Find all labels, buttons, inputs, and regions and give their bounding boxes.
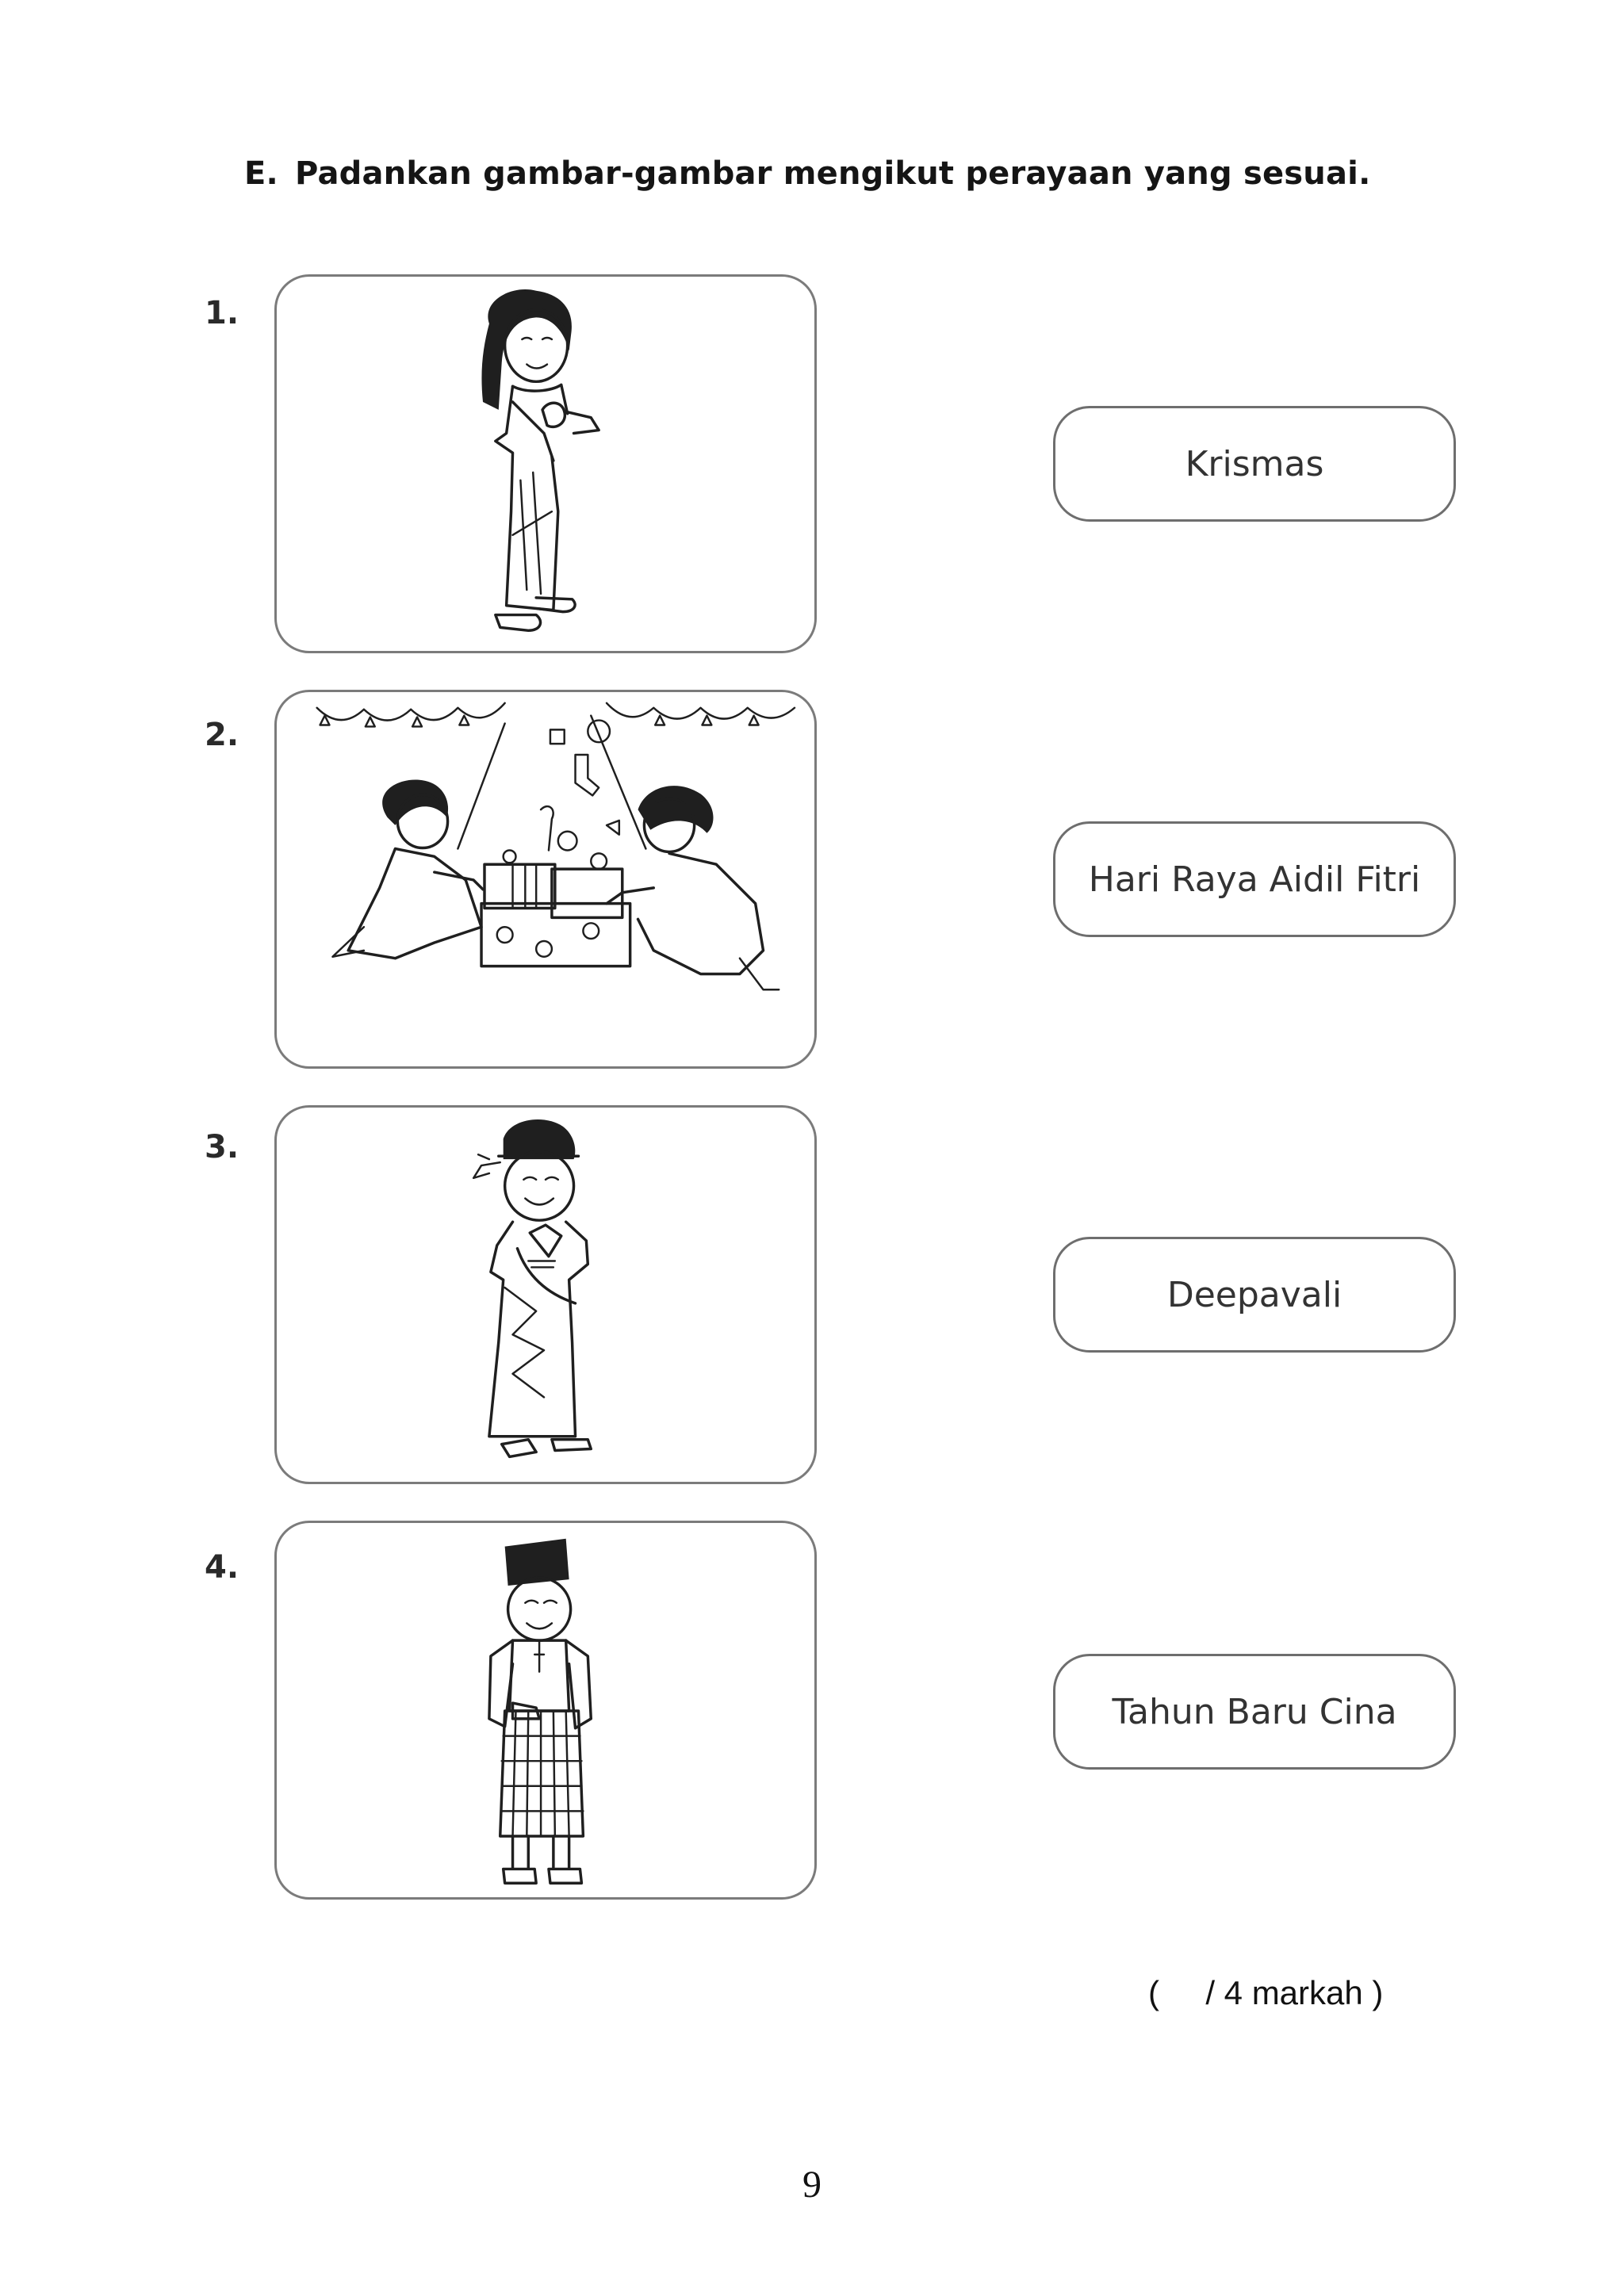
question-number-4: 4.: [205, 1549, 239, 1586]
picture-box-2[interactable]: [274, 690, 817, 1069]
instruction-heading: [244, 155, 1513, 192]
girl-in-saree-illustration: [277, 277, 814, 651]
answer-option-krismas[interactable]: Krismas: [1053, 406, 1456, 522]
boy-in-baju-melayu-with-songkok-illustration: [277, 1523, 814, 1897]
question-number-2: 2.: [205, 717, 239, 753]
picture-box-3[interactable]: [274, 1105, 817, 1484]
answer-option-tahun-baru-cina[interactable]: Tahun Baru Cina: [1053, 1654, 1456, 1770]
answer-option-hari-raya-aidil-fitri[interactable]: Hari Raya Aidil Fitri: [1053, 821, 1456, 937]
question-number-1: 1.: [205, 295, 239, 331]
marks-indicator: ( / 4 markah ): [1148, 1974, 1384, 2011]
picture-box-1[interactable]: [274, 274, 817, 653]
picture-box-4[interactable]: [274, 1521, 817, 1900]
section-letter: E.: [244, 155, 278, 192]
girl-in-traditional-dress-with-headband-illustration: [277, 1108, 814, 1482]
instruction-text: Padankan gambar-gambar mengikut perayaan yang sesuai.: [295, 155, 1371, 192]
question-number-3: 3.: [205, 1129, 239, 1165]
children-exchanging-christmas-gifts-illustration: [277, 692, 814, 1066]
page-number: 9: [802, 2164, 822, 2206]
answer-option-deepavali[interactable]: Deepavali: [1053, 1237, 1456, 1353]
